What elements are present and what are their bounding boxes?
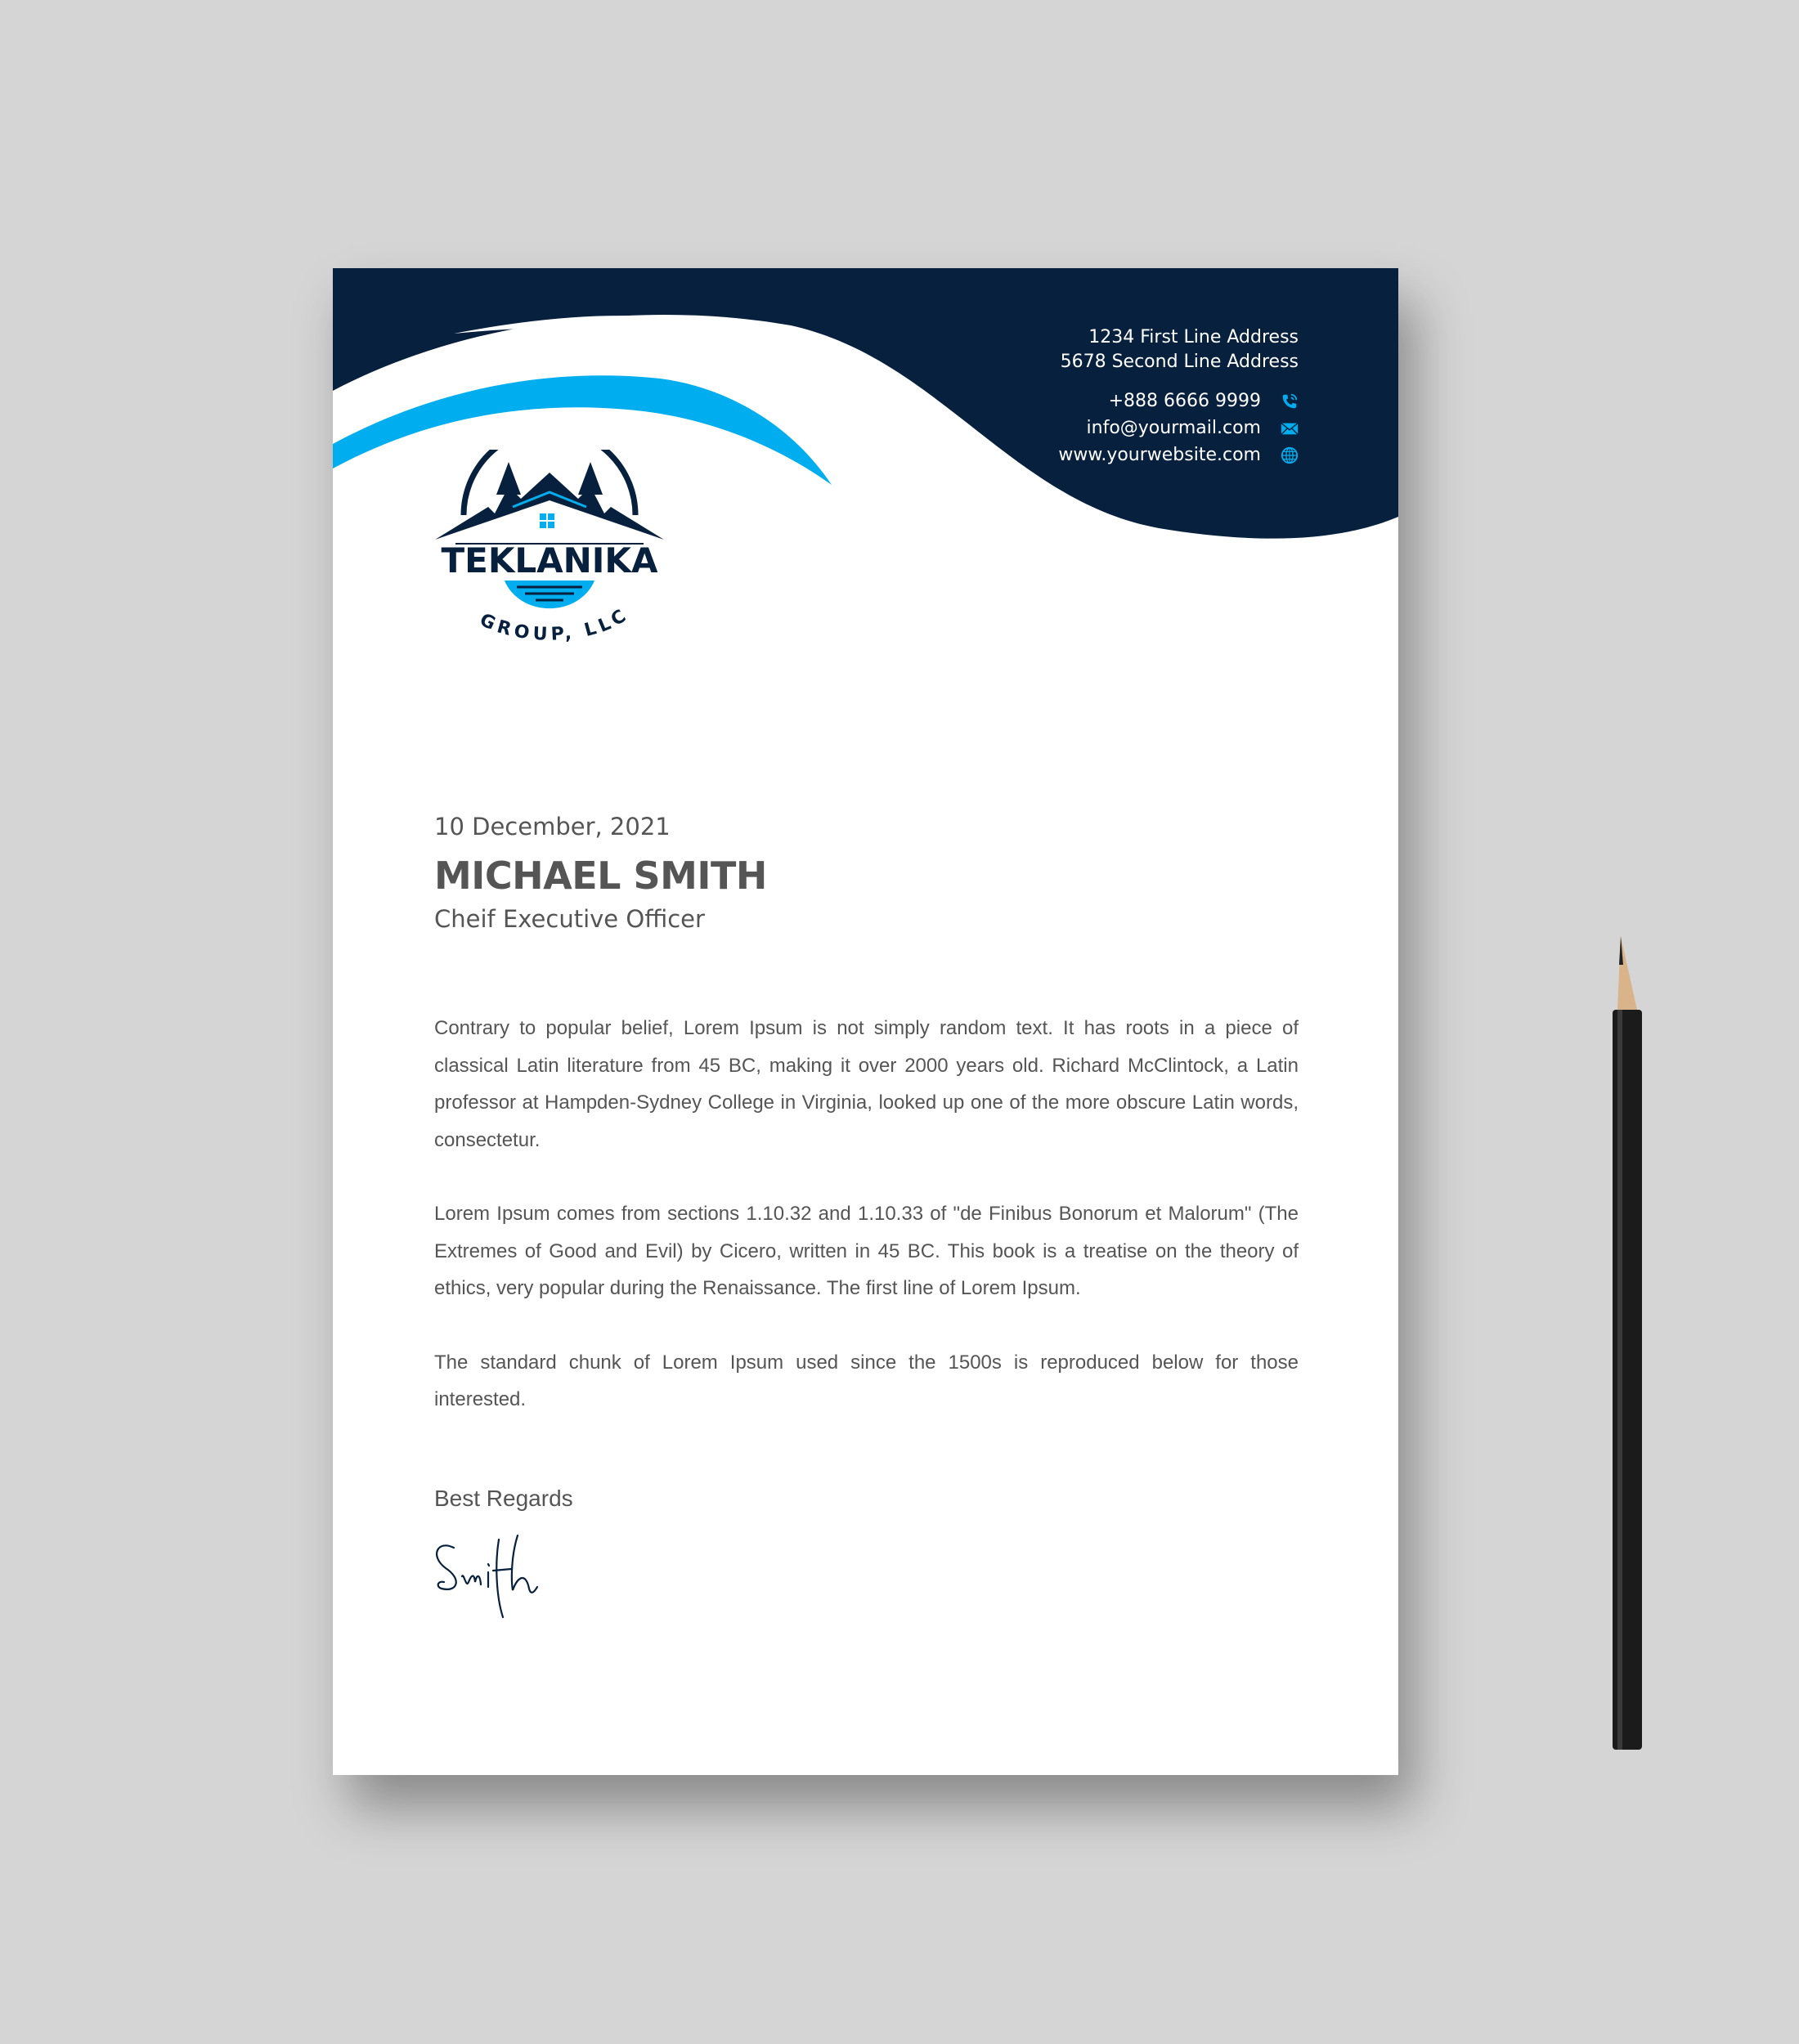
recipient-name: MICHAEL SMITH	[434, 854, 767, 898]
letterhead-page	[333, 268, 1398, 1775]
globe-icon	[1281, 446, 1299, 464]
body-paragraph-3: The standard chunk of Lorem Ipsum used since the 1500s is reproduced below for those interested.	[434, 1351, 1299, 1410]
letter-content	[434, 812, 1299, 1621]
company-logo	[431, 450, 668, 654]
pencil-decoration	[1603, 932, 1652, 1774]
address-line-2: 5678 Second Line Address	[1060, 352, 1299, 372]
logo-name: TEKLANIKA	[441, 540, 658, 580]
contact-block	[1058, 325, 1299, 468]
recipient-title: Cheif Executive Officer	[434, 905, 705, 933]
closing-text: Best Regards	[434, 1485, 573, 1511]
website-text[interactable]: www.yourwebsite.com	[1058, 445, 1261, 465]
phone-row	[1058, 388, 1299, 415]
phone-icon	[1281, 392, 1299, 410]
svg-text:GROUP, LLC	[477, 604, 634, 645]
body-paragraph-2: Lorem Ipsum comes from sections 1.10.32 and 1.10.33 of "de Finibus Bonorum et Malorum" (The Extremes of Good and Evil) by Cicero, written in 45 BC. This book is a treatise on the theory of ethics, very popular during the Renaissance. The first line of Lorem Ipsum.	[434, 1203, 1299, 1299]
email-text[interactable]: info@yourmail.com	[1086, 418, 1261, 438]
signature	[429, 1531, 560, 1621]
email-row	[1058, 415, 1299, 442]
body-paragraph-1: Contrary to popular belief, Lorem Ipsum is not simply random text. It has roots in a piece of classical Latin literature from 45 BC, making it over 2000 years old. Richard McClintock, a Latin professor at Hampden-Sydney College in Virginia, looked up one of the more obscure Latin words, consectetur.	[434, 1017, 1299, 1151]
website-row	[1058, 442, 1299, 468]
logo-subtitle: GROUP, LLC	[476, 603, 634, 645]
mail-icon	[1281, 419, 1299, 437]
address-line-1: 1234 First Line Address	[1088, 327, 1299, 347]
phone-text: +888 6666 9999	[1108, 391, 1261, 411]
letter-date: 10 December, 2021	[434, 813, 671, 840]
